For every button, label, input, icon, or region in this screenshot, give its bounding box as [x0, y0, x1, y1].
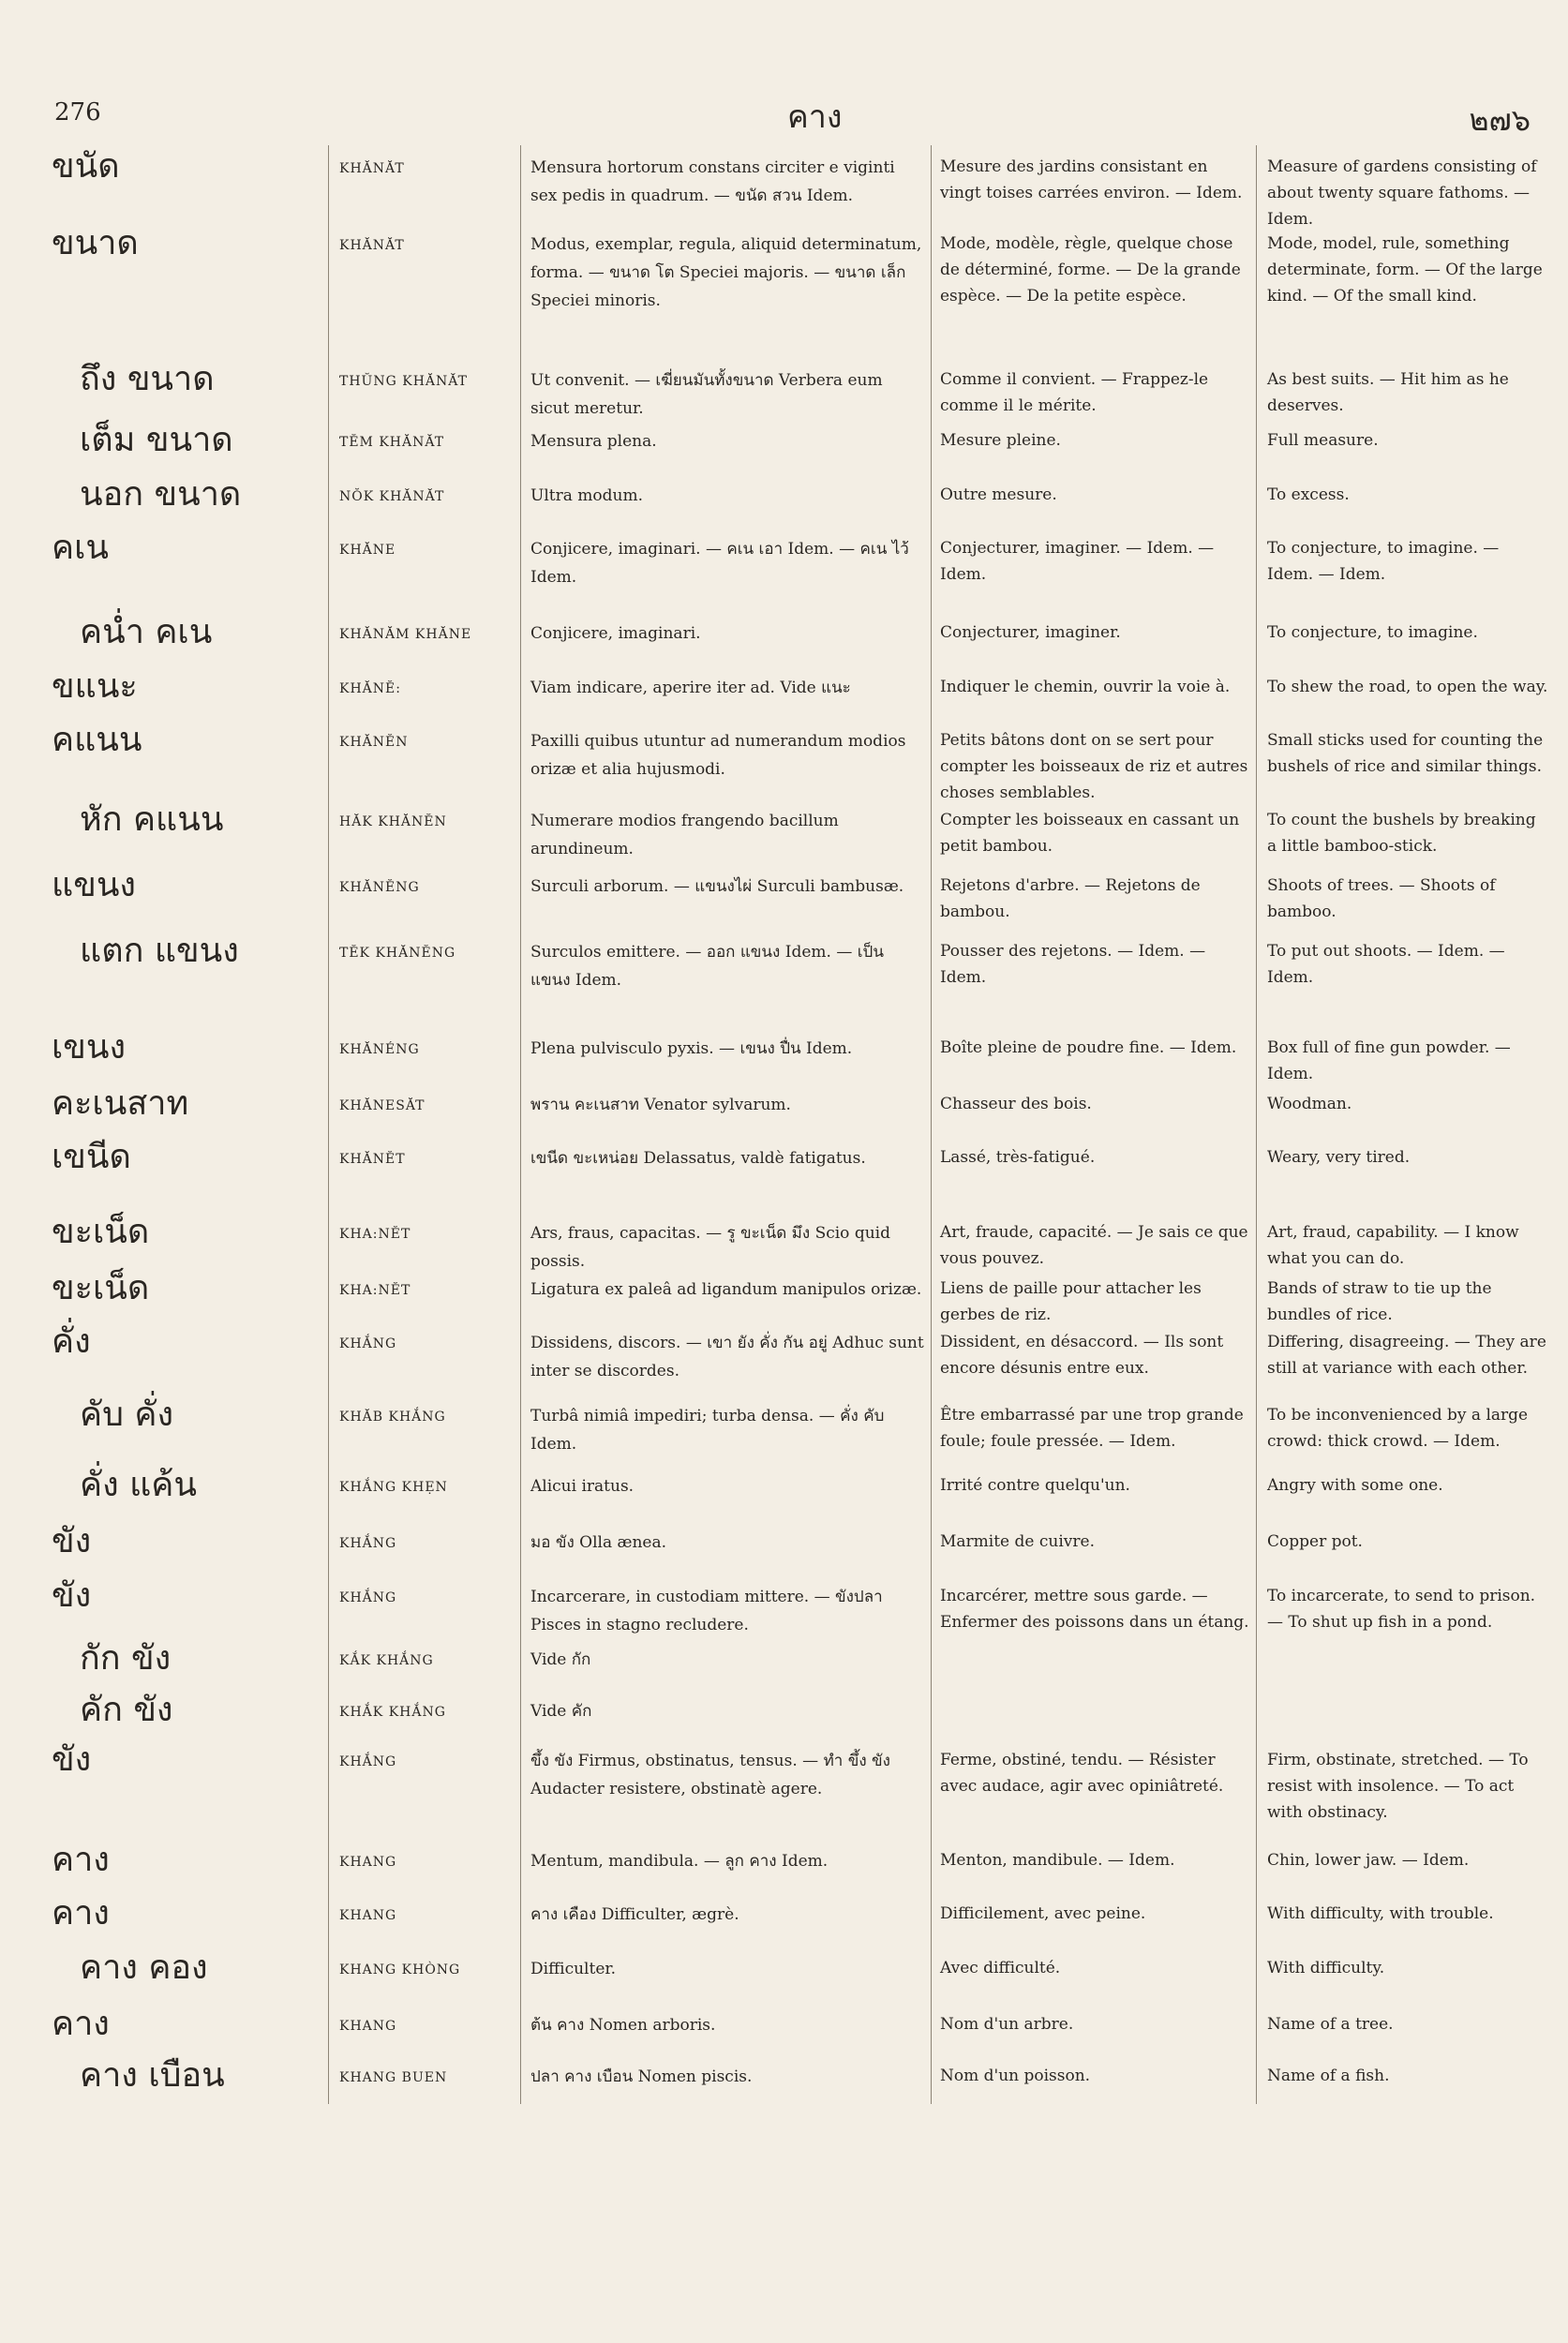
latin-definition: Plena pulvisculo pyxis. — เขนง ปื่น Idem. — [530, 1039, 853, 1058]
english-definition: Shoots of trees. — Shoots of bamboo. — [1267, 876, 1496, 921]
thai-headword: คับ คั่ง — [80, 1395, 174, 1434]
thai-headword: ขะเน็ด — [52, 1213, 150, 1251]
english-definition: Woodman. — [1267, 1095, 1352, 1113]
romanization: KHĂNĔNG — [339, 880, 420, 895]
romanization: KHANG KHÒNG — [339, 1962, 461, 1977]
thai-headword: คั่ง — [52, 1322, 91, 1361]
latin-definition: Numerare modios frangendo bacillum arundineum. — [530, 812, 839, 858]
latin-definition: ต้น คาง Nomen arboris. — [530, 2016, 716, 2035]
latin-definition: คาง เคือง Difficulter, ægrè. — [530, 1905, 739, 1924]
page-number-left: 276 — [54, 98, 101, 127]
thai-headword: คแนน — [52, 721, 142, 759]
romanization: KHĂNĂT — [339, 161, 405, 176]
romanization: KHANG — [339, 1855, 397, 1870]
french-definition: Outre mesure. — [940, 485, 1057, 504]
thai-headword: คเน — [52, 529, 109, 567]
thai-headword: คาง — [52, 1841, 110, 1879]
latin-definition: Vide กัก — [530, 1650, 591, 1669]
french-definition: Comme il convient. — Frappez-le comme il le mérite. — [940, 370, 1209, 415]
romanization: KHẮNG KHẸN — [339, 1480, 448, 1495]
latin-definition: มอ ขัง Olla ænea. — [530, 1533, 667, 1552]
english-definition: Bands of straw to tie up the bundles of rice. — [1267, 1279, 1492, 1324]
french-definition: Pousser des rejetons. — Idem. — Idem. — [940, 942, 1206, 987]
thai-headword: นอก ขนาด — [80, 475, 242, 514]
french-definition: Dissident, en désaccord. — Ils sont encore désunis entre eux. — [940, 1333, 1224, 1378]
latin-definition: Dissidens, discors. — เขา ยัง คั่ง กัน อยู่ Adhuc sunt inter se discordes. — [530, 1334, 924, 1380]
thai-headword: คาง — [52, 1894, 110, 1933]
romanization: HĂK KHĂNĔN — [339, 814, 447, 829]
french-definition: Incarcérer, mettre sous garde. — Enfermer des poissons dans un étang. — [940, 1587, 1249, 1632]
latin-definition: Mensura hortorum constans circiter e viginti sex pedis in quadrum. — ขนัด สวน Idem. — [530, 158, 895, 205]
english-definition: Mode, model, rule, something determinate, form. — Of the large kind. — Of the small kind. — [1267, 234, 1543, 306]
latin-definition: Paxilli quibus utuntur ad numerandum modios orizæ et alia hujusmodi. — [530, 732, 906, 779]
thai-headword: เขนีด — [52, 1138, 131, 1176]
romanization: KHĂNĔ: — [339, 681, 401, 696]
thai-headword: ขัง — [52, 1740, 92, 1779]
romanization: KHANG BUEN — [339, 2070, 448, 2085]
english-definition: Full measure. — [1267, 431, 1379, 450]
english-definition: To be inconvenienced by a large crowd: thick crowd. — Idem. — [1267, 1406, 1529, 1451]
thai-headword: คาง คอง — [80, 1948, 208, 1987]
english-definition: To incarcerate, to send to prison. — To shut up fish in a pond. — [1267, 1587, 1536, 1632]
romanization: KHA:NĔT — [339, 1227, 411, 1242]
romanization: KHĂNE — [339, 543, 396, 558]
english-definition: To shew the road, to open the way. — [1267, 678, 1548, 696]
french-definition: Lassé, très-fatigué. — [940, 1148, 1096, 1167]
french-definition: Art, fraude, capacité. — Je sais ce que vous pouvez. — [940, 1223, 1248, 1268]
thai-headword: คาง — [52, 2005, 110, 2043]
latin-definition: Alicui iratus. — [530, 1477, 635, 1496]
romanization: KHANG — [339, 1908, 397, 1923]
romanization: KHẮNG — [339, 1336, 397, 1351]
english-definition: Copper pot. — [1267, 1532, 1363, 1551]
latin-definition: พราน คะเนสาท Venator sylvarum. — [530, 1096, 791, 1114]
latin-definition: Conjicere, imaginari. — [530, 624, 701, 643]
thai-headword: แขนง — [52, 866, 136, 904]
latin-definition: Viam indicare, aperire iter ad. Vide แนะ — [530, 679, 851, 697]
english-definition: To count the bushels by breaking a little bamboo-stick. — [1267, 811, 1536, 856]
french-definition: Compter les boisseaux en cassant un petit bambou. — [940, 811, 1240, 856]
latin-definition: Surculos emittere. — ออก แขนง Idem. — เป็น แขนง Idem. — [530, 943, 884, 990]
french-definition: Nom d'un arbre. — [940, 2015, 1074, 2034]
thai-headword: กัก ขัง — [80, 1639, 172, 1678]
latin-definition: Difficulter. — [530, 1960, 617, 1978]
french-definition: Marmite de cuivre. — [940, 1532, 1095, 1551]
page-number-right: ๒๗๖ — [1469, 102, 1531, 138]
latin-definition: Surculi arborum. — แขนงไผ่ Surculi bambusæ. — [530, 877, 904, 896]
french-definition: Liens de paille pour attacher les gerbes de riz. — [940, 1279, 1202, 1324]
french-definition: Conjecturer, imaginer. — [940, 623, 1121, 642]
english-definition: Chin, lower jaw. — Idem. — [1267, 1851, 1470, 1870]
french-definition: Être embarrassé par une trop grande foule; foule pressée. — Idem. — [940, 1406, 1244, 1451]
french-definition: Mesure pleine. — [940, 431, 1061, 450]
english-definition: To put out shoots. — Idem. — Idem. — [1267, 942, 1505, 987]
thai-headword: ขัง — [52, 1576, 92, 1615]
english-definition: With difficulty, with trouble. — [1267, 1904, 1494, 1923]
thai-headword: ขะเน็ด — [52, 1269, 150, 1307]
romanization: KHĂNÉNG — [339, 1042, 420, 1057]
thai-headword: แตก แขนง — [80, 932, 239, 970]
latin-definition: Mensura plena. — [530, 432, 657, 451]
thai-headword: เต็ม ขนาด — [80, 421, 233, 459]
thai-headword: ขนาด — [52, 224, 139, 262]
english-definition: To conjecture, to imagine. — [1267, 623, 1478, 642]
french-definition: Chasseur des bois. — [940, 1095, 1092, 1113]
romanization: KHẮK KHẮNG — [339, 1705, 446, 1720]
romanization: THŬNG KHĂNĂT — [339, 374, 468, 389]
english-definition: To conjecture, to imagine. — Idem. — Idem. — [1267, 539, 1500, 584]
thai-headword: หัก คแนน — [80, 800, 224, 839]
english-definition: Differing, disagreeing. — They are still at variance with each other. — [1267, 1333, 1546, 1378]
latin-definition: ปลา คาง เบือน Nomen piscis. — [530, 2067, 753, 2086]
thai-headword: คน่ำ คเน — [80, 613, 213, 651]
french-definition: Irrité contre quelqu'un. — [940, 1476, 1130, 1495]
romanization: KHĂNESĂT — [339, 1098, 426, 1113]
english-definition: Box full of fine gun powder. — Idem. — [1267, 1038, 1511, 1083]
thai-headword: เขนง — [52, 1028, 127, 1067]
latin-definition: Ligatura ex paleâ ad ligandum manipulos orizæ. — [530, 1280, 922, 1299]
latin-definition: Ut convenit. — เฆี่ยนมันทั้งขนาด Verbera eum sicut meretur. — [530, 371, 883, 418]
romanization: KẮK KHẮNG — [339, 1653, 434, 1668]
thai-headword: คะเนสาท — [52, 1084, 189, 1123]
romanization: NŎK KHĂNĂT — [339, 489, 445, 504]
running-head: คาง — [787, 98, 843, 136]
thai-headword: คัก ขัง — [80, 1691, 173, 1729]
romanization: KHẮNG — [339, 1536, 397, 1551]
romanization: TĔK KHĂNĔNG — [339, 946, 456, 961]
french-definition: Conjecturer, imaginer. — Idem. — Idem. — [940, 539, 1215, 584]
english-definition: Art, fraud, capability. — I know what you can do. — [1267, 1223, 1519, 1268]
romanization: KHA:NĔT — [339, 1283, 411, 1298]
french-definition: Mesure des jardins consistant en vingt toises carrées environ. — Idem. — [940, 157, 1243, 202]
latin-definition: Ultra modum. — [530, 486, 643, 505]
latin-definition: Turbâ nimiâ impediri; turba densa. — คั่ง คับ Idem. — [530, 1407, 885, 1454]
latin-definition: Modus, exemplar, regula, aliquid determinatum, forma. — ขนาด โต Speciei majoris. — ขนาด เล็ก Speciei minoris. — [530, 235, 922, 310]
english-definition: As best suits. — Hit him as he deserves. — [1267, 370, 1509, 415]
french-definition: Difficilement, avec peine. — [940, 1904, 1146, 1923]
english-definition: Weary, very tired. — [1267, 1148, 1411, 1167]
romanization: KHẮNG — [339, 1754, 397, 1769]
french-definition: Indiquer le chemin, ouvrir la voie à. — [940, 678, 1231, 696]
french-definition: Rejetons d'arbre. — Rejetons de bambou. — [940, 876, 1201, 921]
romanization: KHĂNĔT — [339, 1152, 406, 1167]
french-definition: Nom d'un poisson. — [940, 2067, 1091, 2085]
thai-headword: คั่ง แค้น — [80, 1466, 197, 1504]
french-definition: Boîte pleine de poudre fine. — Idem. — [940, 1038, 1237, 1057]
latin-definition: Vide คัก — [530, 1702, 592, 1721]
latin-definition: เขนีด ขะเหน่อย Delassatus, valdè fatigatus. — [530, 1149, 866, 1168]
romanization: KHẮNG — [339, 1590, 397, 1605]
english-definition: Small sticks used for counting the bushels of rice and similar things. — [1267, 731, 1544, 776]
latin-definition: Ars, fraus, capacitas. — รู ขะเน็ด มึง Scio quid possis. — [530, 1224, 890, 1271]
french-definition: Ferme, obstiné, tendu. — Résister avec audace, agir avec opiniâtreté. — [940, 1751, 1224, 1796]
french-definition: Mode, modèle, règle, quelque chose de déterminé, forme. — De la grande espèce. — De la petite espèce. — [940, 234, 1241, 306]
english-definition: Firm, obstinate, stretched. — To resist with insolence. — To act with obstinacy. — [1267, 1751, 1529, 1822]
romanization: KHANG — [339, 2019, 397, 2034]
thai-headword: ถึง ขนาด — [80, 360, 215, 398]
english-definition: With difficulty. — [1267, 1959, 1385, 1977]
latin-definition: Mentum, mandibula. — ลูก คาง Idem. — [530, 1852, 829, 1871]
french-definition: Petits bâtons dont on se sert pour compter les boisseaux de riz et autres choses semblables. — [940, 731, 1248, 802]
thai-headword: ขัง — [52, 1522, 92, 1560]
english-definition: Measure of gardens consisting of about twenty square fathoms. — Idem. — [1267, 157, 1537, 229]
thai-headword: คาง เบือน — [80, 2056, 225, 2095]
romanization: KHĂNĔN — [339, 735, 409, 750]
french-definition: Menton, mandibule. — Idem. — [940, 1851, 1175, 1870]
english-definition: Angry with some one. — [1267, 1476, 1443, 1495]
latin-definition: ขึ้ง ขัง Firmus, obstinatus, tensus. — ทำ ขึ้ง ขัง Audacter resistere, obstinatè agere. — [530, 1752, 890, 1798]
french-definition: Avec difficulté. — [940, 1959, 1061, 1977]
romanization: TĔM KHĂNĂT — [339, 435, 445, 450]
latin-definition: Conjicere, imaginari. — คเน เอา Idem. — คเน ไว้ Idem. — [530, 540, 909, 587]
thai-headword: ขนัด — [52, 147, 120, 186]
english-definition: To excess. — [1267, 485, 1350, 504]
latin-definition: Incarcerare, in custodiam mittere. — ขังปลา Pisces in stagno recludere. — [530, 1588, 883, 1634]
romanization: KHĂNĂM KHĂNE — [339, 627, 472, 642]
english-definition: Name of a tree. — [1267, 2015, 1394, 2034]
romanization: KHĂNĂT — [339, 238, 405, 253]
romanization: KHĂB KHẮNG — [339, 1410, 446, 1425]
english-definition: Name of a fish. — [1267, 2067, 1390, 2085]
thai-headword: ขแนะ — [52, 667, 138, 706]
